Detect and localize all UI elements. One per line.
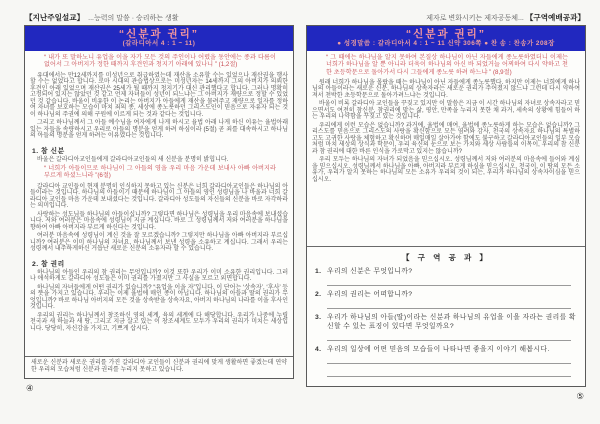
- left-page-box: [24, 25, 294, 379]
- lesson-paragraph: 우리에게 이런 모습은 없습니까? 과거에, 율법에 매여, 율법에 종노릇하게 하는 모습은 없습니까? 그리스도를 믿음으로 그리스도의 사랑을 확신함으로 모든 염려와 감사, 천국의 상속자요 하나님의 특별하고도 고귀한 사랑을 체험하고 확신하며 매일매일 살아가야 함에도 불구하고 갈라디아교인들의 일부 모습처럼 마치 세상의 상식과 학문이, 우리 육신의 눈으로 보는 가치와 세상 사람들의 이목이, 우리의 참 신분과 참 권리에 대한 바른 인식을 가로막고 있지는 않습니까?: [312, 122, 580, 155]
- quiz-question-1: [315, 268, 577, 276]
- lesson-paragraph: 원래 너희가 하나님을 몰랐을 때는 하나님이 아닌 자들에게 종노릇했다. 하지만 이제는 너희에게 하나님의 아들이라는 새로운 신분, 하나님의 상속자라는 새로운 권리가 주어졌지 않느냐 그런데 다시 약하여져서 천박한 초등학문으로 돌아가려느냐는 것입니다.: [312, 79, 580, 99]
- left-page-header-subtitle: ...능력의 말씀 · 승리하는 생활: [88, 15, 179, 22]
- right-page-header-subtitle: 제자로 변화시키는 제자공동체...: [426, 15, 524, 22]
- question-text: 우리의 권리는 어떠합니까?: [327, 291, 413, 299]
- page-number-5: ⑤: [576, 391, 584, 401]
- page-number-4: ④: [26, 383, 34, 393]
- sermon-paragraph: 하나님의 아들인 우리의 참 권리는 무엇입니까? 이것 또한 우리가 이미 소유한 권리입니다. 그러나 애석하게도 갈라디아 성도들은 이미 권리를 가졌지만 그 사실을 모르고 외면합니다.: [30, 269, 288, 283]
- answer-blank-line: [327, 299, 571, 309]
- section-heading-true-status: 1. 참 신분: [32, 147, 65, 155]
- quiz-question-3: [315, 314, 577, 330]
- last-sunday-sermon-label: 【지난주일설교】: [25, 13, 85, 22]
- right-page: [306, 12, 586, 402]
- lesson-scripture-hymn-info: ● 성경말씀 : 갈라디아서 4 : 1 ~ 11 신약 306쪽 ● 찬 송 : 찬송가 208장: [337, 40, 555, 47]
- answer-blank-line: [327, 331, 571, 341]
- sermon-paragraph: 그리고 하나님께서 그 아들 예수님을 여자에게 나게 하시고 율법 아래 나게 하신 이유는 율법아래 있는 자들을 속량하시고 우리로 아들의 명분을 얻게 하려 하심이라 (5절) 곧 죄를 대속하시고 하나님의 아들의 명분을 얻게 하려는 이유였다는 것입니다.: [30, 120, 288, 140]
- sermon-scripture-reference: (갈라디아서 4 : 1 ~ 11): [122, 40, 196, 47]
- quiz-question-2: [315, 291, 577, 299]
- answer-blank-line: [327, 354, 571, 364]
- sermon-paragraph: 유대에서는 만12세까지를 미성년으로 취급하였는데 재산을 소유할 수는 있었으나 재산권을 행사할 수는 없었다고 합니다. 로마 시대의 관습법상으로는 미성년자는 14세까지 그의 아버지가 의뢰한 후견인 아래 있었으며 재산권은 25세가 될 때까지 청지기가 대신 관리했다고 합니다. 그러나 명확히 고정되어 있지는 않았던 것 같고 언제 자녀들이 성년이 되느냐는 그 아버지가 재량으로 정할 수 있었던 것 같습니다. 바울이 비유한 이 논리는 아버지가 아들에게 재산을 물려주고 재량으로 일자를 정하여 자녀를 보호하는 모습이 마치 죄의 종, 세상에 종노릇하던 그리스도인이 믿음으로 자유자 되는 것이 하나님의 주권에 의해 구원에 이르게 되는 것과 같다는 것입니다.: [30, 72, 288, 118]
- scripture-quote: “ 그 때에는 하나님을 알지 못하여 본질상 하나님이 아닌 자들에게 종노릇하였더니 이제는 너희가 하나님을 알 뿐 아니라 더욱이 하나님의 아신 바 되었거늘 어찌하여 다시 약하고 천한 초등학문으로 돌아가서 다시 그들에게 종노릇 하려 하느냐 ” (8,9절): [326, 54, 568, 76]
- question-text: 우리가 하나님의 아들(딸)이라는 신분과 하나님의 유업을 이을 자라는 권리를 확신할 수 있는 표징이 있다면 무엇일까요?: [327, 314, 576, 330]
- quiz-section-title: 【 구 역 공 과 】: [401, 252, 491, 262]
- question-number: 4.: [315, 345, 322, 353]
- district-lesson-quiz: [307, 246, 585, 386]
- sermon-closing-note: 새로운 신분과 새로운 권리를 가진 갈라디아 교인들이 신분과 권리에 맞게 생활하면 좋겠는데 연약한 우리의 모습처럼 신분과 권리를 누리지 못하고 있습니다.: [25, 356, 293, 378]
- question-number: 3.: [315, 314, 322, 322]
- left-page-header: [25, 12, 294, 23]
- right-title-bar: [307, 26, 585, 51]
- sermon-paragraph: 바울은 갈라디아교인들에게 갈라디아교인들의 새 신분을 분명히 밝힙니다.: [37, 156, 229, 163]
- quiz-question-4: [315, 346, 577, 354]
- answer-blank-line: [327, 276, 571, 286]
- section-heading-true-rights: 2. 참 권리: [32, 260, 65, 268]
- left-page-content: [25, 26, 293, 356]
- right-page-header: [307, 12, 585, 23]
- scripture-quote: “ 내가 또 말하노니 유업을 이을 자가 모든 것의 주인이나 어렸을 동안에는 종과 다름이 없어서 그 아버지가 정한 때까지 후견인과 청지기 아래에 있나니 ” (1,2절): [44, 54, 276, 69]
- left-page: [24, 12, 294, 394]
- question-text: 우리의 일상에 어떤 믿음의 모습들이 나타나면 좋을지 이야기 해봅시다.: [327, 345, 550, 353]
- lesson-paragraph: 바울이 비록 갈라디아 교인들을 꾸짖고 있지만 이 말씀은 지금 이 시간 하나님의 자녀로 상속자라고 믿으면서도 여전히 참신분, 참권리에 맞는 삶, 평안, 만족을 누리지 못한 채 과거, 세속의 상황에 힘들어 하는 우리의 나약함을 꾸짖고 있는 것입니다.: [312, 101, 580, 121]
- sermon-paragraph: 우리의 권리는 하나님께서 창조하신 영의 세계, 육의 세계에 다 해당합니다. 우리가 나중에 누릴 천국과 새 하늘과 새 땅, 그리고 지금 살고 있는 이 창조세계도 모두가 우리의 권리가 미치는 세상입니다. 당당히, 자신감을 가지고, 기쁘게 삽시다.: [30, 312, 288, 332]
- sermon-paragraph: 갈라디아 교인들이 현재 분명히 인식하지 못하고 있는 신분은 너희 갈라디아교인들은 하나님의 아들이라는 것입니다. 하나님의 아들이기 때문에 하나님이 그 아들의 영인 성령님을 나 바울과 너희 갈라디아 교인들 마음 가운데 보내셨다는 것입니다. 갈라디아 성도들의 자신들의 신분을 바로 자각하라는 의미입니다.: [30, 183, 288, 210]
- question-text: 우리의 신분은 무엇입니까?: [327, 267, 413, 275]
- question-number: 2.: [315, 291, 322, 299]
- answer-blank-line: [327, 367, 571, 377]
- right-page-box: [306, 25, 586, 387]
- sermon-paragraph: 하나님의 자녀들에게 어떤 권리가 있습니까? “유업을 이을 자”입니다. 이 단어는 ‘상속자’, ‘후사’ 등의 뜻을 가지고 있습니다. 우리는 이제 율법에 매인 종이 아닙니다. 하나님의 아들과 딸의 권리가 무엇입니까? 바로 하나님 아버지의 모든 것을 상속받을 상속자요, 아버지 하나님의 나라를 이을 후사인 것입니다.: [30, 284, 288, 311]
- left-title-bar: [25, 26, 293, 51]
- right-page-content: [307, 26, 585, 246]
- lesson-paragraph: 우리 모두는 하나님의 자녀가 되었음을 믿으십시오. 성령님께서 저와 여러분의 마음속에 들어와 계심을 믿으십시오. 성령님께서 하나님을 아빠, 아버지라 부르게 하심을 믿으십시오. 천국이, 이 땅의 모든 소유가, 우리가 알지 못하는 하나님의 모든 소유가 우리의 것이 되는, 우리가 하나님의 상속자이심을 믿으십시오.: [312, 157, 580, 183]
- scripture-quote: “ 너희가 아들이므로 하나님이 그 아들의 영을 우리 마음 가운데 보내사 아빠 아버지라 부르게 하셨느니라 ”(6절): [44, 165, 276, 180]
- sermon-title: “신분과 권리”: [118, 28, 200, 40]
- sermon-paragraph: 여러분 마음속에 성령님이 계신 것을 잘 모르겠습니까? 그렇지만 하나님을 아빠 아버지라 부르십니까? 여러분은 이미 하나님의 자녀요, 하나님께서 보낸 성령을 소유하고 계십니다. 그래서 우리는 성령께서 내주하게하신 거듭난 새로운 신분의 소유자라 할 수 있습니다.: [30, 233, 288, 253]
- lesson-title: “신분과 권리”: [405, 28, 487, 40]
- district-worship-lesson-label: 【구역예배공과】: [525, 13, 585, 22]
- question-number: 1.: [315, 267, 322, 275]
- sermon-paragraph: 사랑하는 성도님들 하나님의 아들이십니까? 그렇다면 하나님은 성령님을 우리 마음속에 보내셨습니다. 저와 여러분은 마음속에 성령님이 지금 계십니다. 바로 그 성령님께서 저와 여러분을 하나님을 향하여 아빠 아버지라 부르게 하신다는 것입니다.: [30, 211, 288, 231]
